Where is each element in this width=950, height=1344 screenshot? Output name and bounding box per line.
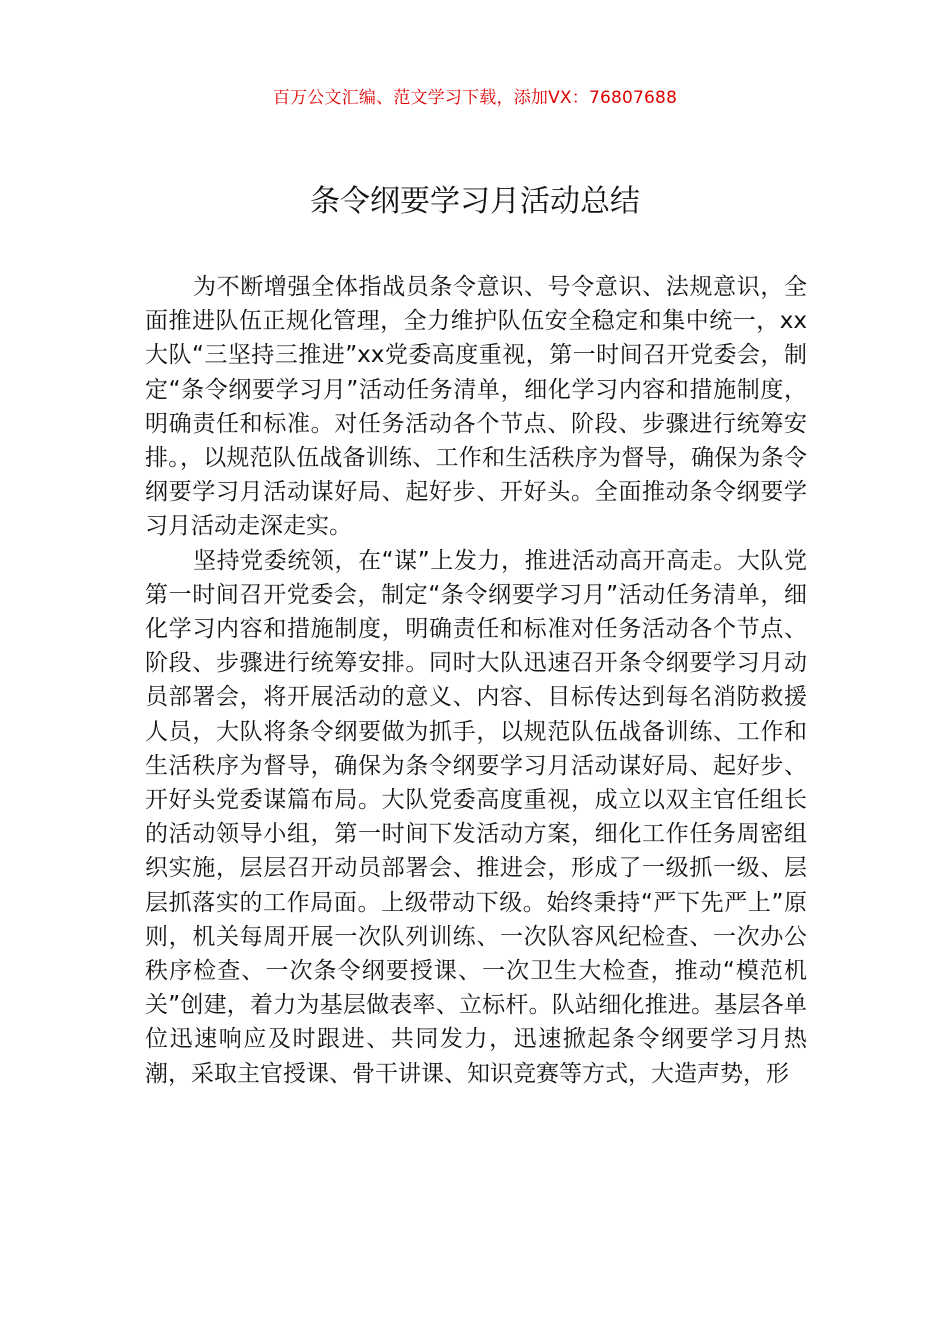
body-paragraph-1: 为不断增强全体指战员条令意识、号令意识、法规意识，全面推进队伍正规化管理，全力维护队伍安全稳定和集中统一，xx大队“三坚持三推进”xx党委高度重视，第一时间召开党委会，制定“条令纲要学习月”活动任务清单，细化学习内容和措施制度，明确责任和标准。对任务活动各个节点、阶段、步骤进行统筹安排。，以规范队伍战备训练、工作和生活秩序为督导，确保为条令纲要学习月活动谋好局、起好步、开好头。全面推动条令纲要学习月活动走深走实。 xyxy=(145,274,807,540)
document-body xyxy=(145,270,807,1091)
document-title: 条令纲要学习月活动总结 xyxy=(310,184,640,219)
body-paragraph-2: 坚持党委统领，在“谋”上发力，推进活动高开高走。大队党第一时间召开党委会，制定“条令纲要学习月”活动任务清单，细化学习内容和措施制度，明确责任和标准对任务活动各个节点、阶段、步骤进行统筹安排。同时大队迅速召开条令纲要学习月动员部署会，将开展活动的意义、内容、目标传达到每名消防救援人员，大队将条令纲要做为抓手，以规范队伍战备训练、工作和生活秩序为督导，确保为条令纲要学习月活动谋好局、起好步、开好头党委谋篇布局。大队党委高度重视，成立以双主官任组长的活动领导小组，第一时间下发活动方案，细化工作任务周密组织实施，层层召开动员部署会、推进会，形成了一级抓一级、层层抓落实的工作局面。上级带动下级。始终秉持“严下先严上”原则，机关每周开展一次队列训练、一次队容风纪检查、一次办公秩序检查、一次条令纲要授课、一次卫生大检查，推动“模范机关”创建，着力为基层做表率、立标杆。队站细化推进。基层各单位迅速响应及时跟进、共同发力，迅速掀起条令纲要学习月热潮，采取主官授课、骨干讲课、知识竞赛等方式，大造声势，形 xyxy=(145,547,807,1087)
header-promo-note: 百万公文汇编、范文学习下载，添加VX：76807688 xyxy=(272,88,678,108)
